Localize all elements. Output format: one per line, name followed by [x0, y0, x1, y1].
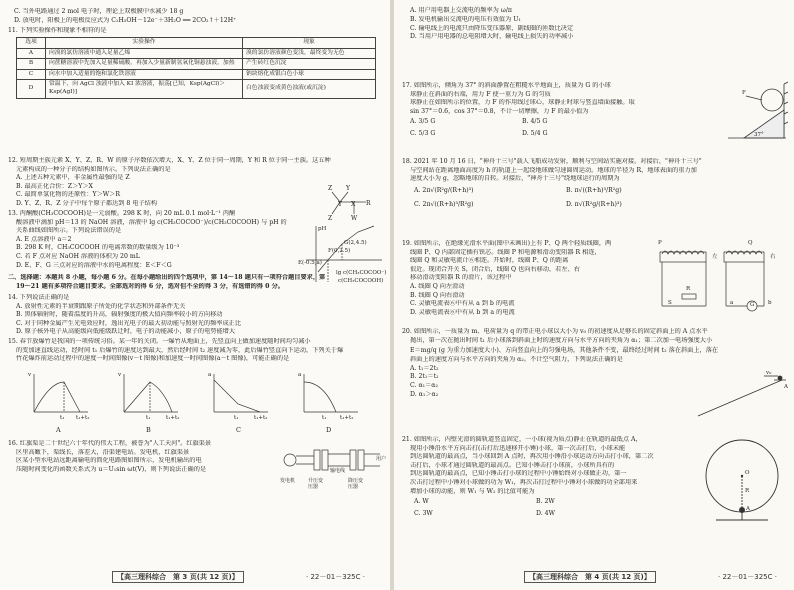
q21-options-row2 — [402, 508, 692, 520]
q17-option-b: B. 4/5 G — [521, 118, 548, 126]
q13 — [8, 210, 293, 270]
q17-line: 球静止在如图所示的位置，力 F 的作用线过球心，球静止时球与竖直墙面接触。取 — [410, 99, 635, 107]
q21 — [402, 436, 692, 520]
q12-line: 元素构成的一种分子的结构如图所示。下列说法正确的是 — [16, 165, 171, 173]
q17-line: sin 37°＝0.6，cos 37°＝0.8，不计一切摩擦，力 F 的最小值为 — [410, 107, 589, 115]
q15-line: 15. 春节放爆竹是我国的一项传统习俗。某一年的关闭。一爆竹从地面上，先竖直向上做加速度随时间均匀减小 — [8, 338, 311, 345]
q18-options-row2 — [402, 198, 788, 212]
q13-option-d: D. E、F、G 三点对应的溶液中水的电离程度：E＜F＜G — [16, 261, 172, 269]
svg-text:a: a — [208, 372, 212, 378]
svg-text:t₁+t₂: t₁+t₂ — [340, 415, 354, 421]
q21-option-a: A. W — [414, 498, 429, 506]
q21-line: 击打后，小球才通过圆轨道的最高点。已知小锤击打小球前，小球所具有的 — [410, 461, 615, 469]
svg-text:37°: 37° — [754, 132, 764, 138]
q17-line: 17. 如图所示，倾角为 37° 的斜面静置在粗糙水平地面上，质量为 G 的小球 — [402, 82, 611, 89]
svg-text:c(CH₃COCOOH): c(CH₃COCOOH) — [338, 278, 384, 284]
q15-line: 竹花爆炸前运动过程中的速度一时间图像(v－t 图像)和加速度一时间图像(a－t 图像)，可能正确的是 — [16, 355, 290, 363]
graph-label-b: B — [146, 426, 151, 434]
label-s: S — [668, 300, 672, 306]
q21-line: 次击打过程中小锤对小球做的功为 W₁，再次击打过程中小锤对小球做的功全部用来 — [410, 478, 638, 486]
q20-line: 抛出，第一次在抛出时间 t₁ 后小球落到斜面上时的速度方向与水平方向的夹角为 α₁；第二次加一电场强度大小 — [410, 336, 713, 344]
q17-option-a: A. 3/5 G — [410, 118, 436, 126]
q20-option-a: A. t₁＝2t₂ — [410, 364, 439, 372]
q13-line: 酸溶液中滴加 pH＝13 的 NaOH 溶液，溶液中 lg c(CH₃COCOO⁻)/c(CH₃COCOOH) 与 pH 的 — [16, 218, 287, 226]
svg-text:E(-0.5,a): E(-0.5,a) — [298, 260, 322, 266]
cell: 向水中加入适量的饱和氯化铁溶液 — [46, 69, 243, 80]
q18-line: 18. 2021 年 10 月 16 日，"神舟十三号"载人飞船成功发射，顺利与空间站实施对接。对接后，"神舟十三号" — [402, 158, 702, 165]
left-page — [0, 0, 390, 590]
q12-line: 12. 短周期主族元素 X、Y、Z、R、W 的原子序数依次增大，X、Y、Z 位于同一周期，Y 和 R 位于同一主族。这五种 — [8, 157, 331, 164]
cell: D — [17, 80, 46, 98]
svg-text:W: W — [351, 215, 358, 222]
graph-label-c: C — [236, 426, 241, 434]
q12-option-a: A. 上述五种元素中，非金属性最强的是 Z — [16, 174, 130, 182]
q19-diagram-labels — [648, 240, 790, 318]
label-right: 右 — [770, 254, 776, 260]
cell: C — [17, 69, 46, 80]
q19-line: 移动滑动变阻器 R 的滑片，该过程中 — [410, 274, 512, 282]
svg-text:lg c(CH₃COCOO⁻): lg c(CH₃COCOO⁻) — [336, 270, 386, 276]
q14-option-b: B. 黑体辐射时，随着温度的升高，辐射强度的极大值向频率较小的方向移动 — [16, 311, 223, 319]
q19-line: 线圈 Q 和灵敏电流计⑥相连。开始时，线圈 P、Q 的距离 — [410, 257, 569, 265]
label-step-up: 升压变压器 — [308, 478, 324, 490]
svg-text:v₀: v₀ — [766, 370, 772, 376]
q11-text: 11. 下列实验操作和现象不相符的是 — [8, 27, 107, 34]
graph-label-a: A — [56, 426, 61, 434]
q16-option-d: D. 当用户用电器的总电阻增大时，输电线上损失的功率减小 — [410, 33, 574, 41]
q16-line: 16. 红旗渠是二十世纪六十年代的伟大工程，被誉为"人工天河"。红旗渠景 — [8, 440, 212, 447]
cell: 白色浊液变成黄色浊液(或沉淀) — [243, 80, 376, 98]
svg-text:t₁: t₁ — [322, 415, 327, 421]
q21-line: 到达圆轨道的最高点，已知小锤击打小球的过程中小锤始终对小球做正功，第一 — [410, 470, 627, 478]
q16-line: 区某小型水电站远距离输电的简化电路图如图所示，发电机输出的电 — [16, 457, 202, 465]
right-footer — [524, 572, 777, 582]
svg-text:t₁+t₂: t₁+t₂ — [166, 415, 180, 421]
q14-option-a: A. 放射性元素的半衰期跟原子所处的化学状态和外部条件无关 — [16, 302, 186, 310]
q19-option-c: C. 灵敏电流表⑥中有从 a 到 b 的电流 — [410, 300, 515, 308]
table-row — [17, 48, 376, 59]
cell: 常温下，向 AgCl 浊液中加入 KI 浓溶液，振荡[已知，Ksp(AgCl)＞Ksp(AgI)] — [46, 80, 243, 98]
option-d: D. 放电时，阳极上的电极反应式为 C₂H₅OH－12e⁻＋3H₂O ══ 2CO₂↑＋12H⁺ — [14, 16, 237, 24]
q18-option-a: A. 2π√(R²g/(R+h)³) — [414, 186, 474, 194]
q20-option-d: D. α₁＞α₂ — [410, 390, 439, 398]
label-g: G — [750, 302, 755, 308]
q14 — [8, 294, 386, 337]
right-page — [394, 0, 794, 590]
cell: 溴的氯仿溶液颜色变浅，最终变为无色 — [243, 48, 376, 59]
cell: 钠块熔化成银白色小球 — [243, 69, 376, 80]
q13-option-b: B. 298 K 时，CH₃COCOOH 的电离常数的数量级为 10⁻³ — [16, 244, 180, 252]
q17 — [402, 82, 720, 140]
label-r: R — [686, 286, 691, 292]
q20-option-b: B. 2t₁＝t₂ — [410, 373, 439, 381]
svg-text:t₁+t₂: t₁+t₂ — [76, 415, 90, 421]
q19 — [402, 240, 642, 317]
footer-title: 【高三理科综合 第 4 页(共 12 页)】 — [524, 571, 656, 583]
svg-text:F(0,2.5): F(0,2.5) — [328, 248, 351, 254]
cell: 向蔗糖溶液中先加入足量稀硫酸，再加入少量新制氢氧化铜悬浊液，加热 — [46, 59, 243, 70]
q13-option-a: A. E 点溶液中 a＝2 — [16, 235, 72, 243]
svg-text:t₁: t₁ — [60, 415, 65, 421]
svg-text:t₁: t₁ — [234, 415, 239, 421]
q17-options-row1 — [402, 116, 720, 128]
q17-line: 球静止在斜面的右端，用力 F 使一重力为 G 的匀质 — [410, 90, 551, 98]
q16-line: 压随时间变化的函数关系式为 u＝U₁sin ωt(V)，则下列说法正确的是 — [16, 465, 207, 473]
q18-line: 速度大小为 g，忽略地球的自转。对接后，"神舟十三号"绕地球运行的周期为 — [410, 175, 620, 183]
q21-options-row1 — [402, 496, 692, 508]
q21-diagram-labels — [696, 432, 788, 524]
q18-option-b: B. π√((R+h)³/R²g) — [565, 186, 622, 194]
q14-line: 14. 下列说法正确的是 — [8, 294, 70, 301]
svg-text:v: v — [28, 372, 32, 378]
q19-option-a: A. 线圈 Q 向左滑动 — [410, 282, 465, 290]
svg-text:t₁: t₁ — [146, 415, 151, 421]
label-line: 输电线 — [330, 468, 346, 474]
label-generator: 发电机 — [280, 478, 296, 484]
label-q: Q — [748, 240, 753, 246]
q13-line: 关系曲线如图所示。下列说法错误的是 — [16, 227, 122, 235]
q15 — [8, 338, 386, 364]
svg-text:Z: Z — [328, 185, 333, 192]
q19-line: 线圈 P、Q 内部固定插有铁芯。线圈 P 和电源和滑动变阻器 R 相连， — [410, 248, 601, 256]
q15-line: 的变加速直线运动，经时间 t₁ 后爆竹的速度达到最大，然后经时间 t₂ 速度减为零，此后爆竹竖直向下运动，下列关于爆 — [16, 346, 344, 354]
q13-line: 13. 丙酮酸(CH₃COCOOH)是一元弱酸。298 K 时，向 20 mL 0.1 mol·L⁻¹ 丙酮 — [8, 210, 236, 217]
section-2-line1: 二、选择题：本题共 8 小题，每小题 6 分。在每小题给出的四个选项中，第 14～18 题只有一项符合题目要求，第 — [8, 274, 326, 281]
svg-text:A: A — [784, 384, 788, 390]
label-b: b — [768, 300, 772, 306]
q21-line: 到达圆轨道的最高点，当小球回到 A 点时，再次用小锤沿小球运动方向击打小球，第二次 — [410, 453, 654, 461]
q16-option-a: A. 用户用电器上交流电的频率为 ω/π — [410, 7, 513, 14]
label-user: 用户 — [376, 456, 387, 462]
header-phenomenon: 现象 — [243, 38, 376, 49]
svg-text:G(2,4.5): G(2,4.5) — [344, 240, 367, 246]
q16 — [8, 440, 278, 474]
q12-option-d: D. Y、Z、R、Z 分子中每个原子都达到 8 电子结构 — [16, 199, 158, 207]
q21-option-c: C. 3W — [414, 510, 433, 518]
q16-options — [410, 6, 790, 42]
q20-line: E＝mg/q (g 为重力加速度大小)、方向竖直向上的匀强电场，其他条件不变，最终经过时间 t₂ 落在斜面上，落在 — [410, 347, 719, 355]
q18 — [402, 158, 788, 212]
section-2-line2: 19～21 题有多项符合题目要求。全部选对的得 6 分，选对但不全的得 3 分，有选错的得 0 分。 — [16, 282, 284, 290]
q21-line: 21. 如图所示，内壁光滑的圆轨道竖直固定，一小球(视为质点)静止在轨道的最低点 A， — [402, 436, 642, 443]
svg-text:Y: Y — [346, 185, 350, 192]
svg-text:t₁+t₂: t₁+t₂ — [254, 415, 268, 421]
q19-line: 19. 如图所示，在绝缘光滑水平面(图中未画出)上有 P、Q 两个轻质线圈，两 — [402, 240, 612, 247]
label-left: 左 — [712, 254, 718, 260]
q13-option-c: C. 若 F 点对应 NaOH 溶液的体积为 20 mL — [16, 252, 140, 260]
q17-option-d: D. 5/4 G — [521, 130, 548, 138]
table-row — [17, 59, 376, 70]
q16-line: 区里高瞰下，渠线长，落差大，沿渠建电站。发电机，红旗渠景 — [16, 448, 190, 456]
left-top-options — [14, 8, 384, 25]
svg-text:F: F — [742, 90, 746, 96]
header-operation: 实验操作 — [46, 38, 243, 49]
q17-options-row2 — [402, 128, 720, 140]
cell: B — [17, 59, 46, 70]
graph-label-d: D — [326, 426, 332, 434]
footer-code: · 22－01－325C · — [718, 573, 777, 581]
q20-incline-diagram — [694, 370, 790, 420]
footer-code: · 22－01－325C · — [306, 573, 365, 581]
svg-text:X: X — [351, 201, 356, 208]
q21-line: 现用小锤沿水平方向击打(击打后迅速移开小锤)小球，第一次击打后，小球未能 — [410, 444, 626, 452]
q18-option-d: D. π√(R²g/(R+h)³) — [565, 200, 622, 208]
svg-text:pH: pH — [318, 226, 327, 232]
q16-labels — [280, 456, 390, 496]
q15-graphs — [24, 368, 374, 428]
table-row — [17, 80, 376, 98]
q19-option-d: D. 灵敏电流表⑥中有从 b 到 a 的电流 — [410, 308, 515, 316]
q11-stem — [8, 27, 378, 36]
q14-option-d: D. 原子核外电子从高能级向低能级跃迁时，电子的动能减小，原子的电势能增大 — [16, 328, 236, 336]
q20-line: 20. 如图所示，一质量为 m、电荷量为 q 的带正电小球以大小为 v₀ 的初速度从足够长的固定斜面上的 A 点水平 — [402, 328, 708, 335]
q18-line: 与空间站在距离地面高度为 h 的轨道上一起绕地球做匀速圆周运动。地球的半径为 R，地球表面的重力加 — [410, 166, 697, 174]
footer-title: 【高三理科综合 第 3 页(共 12 页)】 — [112, 571, 244, 583]
q12-option-b: B. 最高正化合价：Z＞Y＞X — [16, 182, 93, 190]
q21-option-d: D. 4W — [535, 510, 555, 518]
q14-option-c: C. 对于同种金属产生光电效应时，逸出光电子的最大初动能与照射光的频率成正比 — [16, 319, 242, 327]
label-o: O — [745, 470, 750, 476]
section-2-heading — [8, 274, 386, 291]
q16-option-c: C. 输电线上的电流只由降压变压器原、副线圈的匝数比决定 — [410, 24, 574, 32]
q16-option-b: B. 发电机输出交流电的电压有效值为 U₁ — [410, 16, 521, 23]
q19-line: 很近。现闭合开关 S，闭合后，线圈 Q 也向右移动，若左、右 — [410, 265, 580, 273]
q17-option-c: C. 5/3 G — [410, 130, 436, 138]
q18-options-row1 — [402, 184, 788, 198]
svg-text:v: v — [118, 372, 122, 378]
table-header-row — [17, 38, 376, 49]
header-option: 选项 — [17, 38, 46, 49]
q11-table — [16, 37, 376, 99]
q12-molecule-diagram — [318, 178, 378, 222]
option-c: C. 当外电路通过 2 mol 电子时，理论上双极膜中水减少 18 g — [14, 8, 184, 15]
q19-option-b: B. 线圈 Q 向右滑动 — [410, 291, 465, 299]
svg-text:Z: Z — [328, 215, 333, 222]
table-row — [17, 69, 376, 80]
q20-option-c: C. α₁＝α₂ — [410, 381, 438, 389]
q21-option-b: B. 2W — [535, 498, 555, 506]
left-footer — [112, 572, 365, 582]
q12-option-c: C. 最简单氢化物的还原性：Y＞W＞R — [16, 191, 120, 199]
q18-option-c: C. 2π√((R+h)³/R²g) — [414, 200, 474, 208]
q20-line: 斜面上的速度方向与水平方向的夹角为 α₂。不计空气阻力，下列说法正确的是 — [410, 356, 623, 364]
svg-text:a: a — [298, 372, 302, 378]
cell: A — [17, 48, 46, 59]
label-p: P — [658, 240, 662, 246]
label-a: A — [746, 506, 750, 512]
svg-text:Y: Y — [338, 201, 342, 208]
q21-line: 增加小球的动能，则 W₁ 与 W₂ 的比值可能为 — [410, 487, 535, 495]
label-a: a — [730, 300, 734, 306]
label-r: R — [745, 488, 750, 494]
q17-slope-ball-diagram — [724, 80, 790, 142]
label-step-down: 降压变压器 — [348, 478, 364, 490]
svg-text:R: R — [366, 200, 371, 207]
cell: 产生砖红色沉淀 — [243, 59, 376, 70]
cell: 向溴的氯仿溶液中通入足量乙烯 — [46, 48, 243, 59]
